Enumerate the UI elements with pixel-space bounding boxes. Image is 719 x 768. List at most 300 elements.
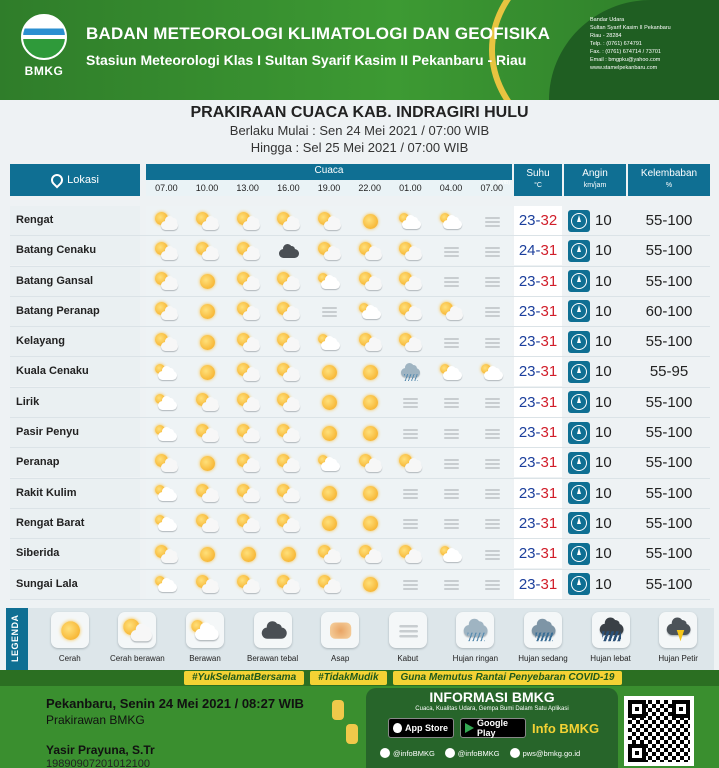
legend-icon-box [118,612,156,648]
google-play-button[interactable] [460,718,526,738]
fog-line [403,523,418,525]
covid-slogan: Guna Memutus Rantai Penyebaran COVID-19 [393,671,623,685]
kabut-icon [438,332,464,352]
humidity: 55-100 [645,514,693,532]
sun-shape [363,214,378,229]
cerah-berawan-icon [153,211,179,231]
cerah-berawan-icon [235,423,261,443]
kabut-icon [397,513,423,533]
temp-min: 24 [518,242,536,260]
cloud-shape [243,493,260,502]
location-name: Kelayang [10,327,140,356]
contact-email: Email : bmgpku@yahoo.com [590,57,661,63]
weather-cell [309,236,350,265]
lightning-bolt [677,630,685,641]
place-date: Pekanbaru, Senin 24 Mei 2021 / 08:27 WIB [46,696,304,711]
temperature [514,388,562,417]
weather-cell [309,267,350,296]
weather-cell [187,297,228,326]
fog-line [403,497,418,499]
cerah-berawan-icon [275,332,301,352]
fog-line [444,429,459,431]
kabut-icon [397,483,423,503]
cloud-shape [161,463,178,472]
weather-cell [471,236,512,265]
compass-icon [568,482,590,504]
cloud-shape [365,463,382,472]
cerah-berawan-icon [275,362,301,382]
twitter-link[interactable] [380,748,435,758]
cloud-shape [202,433,219,442]
cerah-berawan-icon [275,483,301,503]
fog-line [485,311,500,313]
weather-cell [268,570,309,599]
wind-speed: 10 [595,363,612,381]
fog-line [444,527,459,529]
table-row [10,236,710,266]
wind-speed: 10 [595,514,612,532]
temp-min: 23 [518,333,536,351]
fog-line [485,558,500,560]
berawan-icon [438,362,464,382]
cerah-berawan-icon [357,271,383,291]
apple-icon [393,723,402,733]
compass-icon [568,452,590,474]
temp-separator: - [535,514,541,532]
location-name: Rengat [10,206,140,235]
fog-line [444,281,459,283]
fog-line [485,459,500,461]
table-row [10,539,710,569]
humidity: 55-100 [645,545,693,563]
fog-line [444,463,459,465]
cloud-shape [484,371,503,380]
compass-ring [571,364,587,380]
temp-separator: - [535,302,541,320]
legend-icon-box [592,612,630,648]
temperature [514,297,562,326]
cloud-shape [324,584,341,593]
weather-cell [227,267,268,296]
humidity: 55-100 [645,575,693,593]
cloud-shape [195,629,219,640]
twitter-handle: @infoBMKG [393,748,435,758]
weather-cell [309,418,350,447]
cloud-shape [283,433,300,442]
cerah-berawan-icon [153,271,179,291]
sun-shape [322,395,337,410]
weather-icons [146,327,512,356]
cerah-icon [357,211,383,231]
cerah-icon [54,618,87,643]
qr-finder [628,700,646,718]
cloud-shape [443,371,462,380]
hujan-sedang-icon [527,618,560,643]
fog-line [485,225,500,227]
temp-min: 23 [518,212,536,229]
info-bmkg-panel [366,688,618,768]
temp-separator: - [535,575,541,593]
compass-ring [571,243,587,259]
time-slots [146,180,512,196]
legend-item [644,612,712,663]
weather-cell [146,509,187,538]
time-slot: 01.00 [399,183,422,193]
weather-cell [268,509,309,538]
cerah-berawan-icon [357,453,383,473]
weather-cell [390,357,431,386]
fog-line [485,493,500,495]
kabut-icon [479,453,505,473]
wind [564,236,626,265]
weather-cell [187,418,228,447]
cerah-berawan-icon [397,332,423,352]
fog-line [403,489,418,491]
legend-label: Asap [331,654,350,663]
social-links [366,748,618,758]
lantern-decoration [330,690,360,760]
weather-cell [431,297,472,326]
legend-icon-box [456,612,494,648]
temp-min: 23 [518,272,536,290]
fog-line [444,588,459,590]
cerah-icon [275,544,301,564]
cloud-shape [158,492,177,501]
cloud-shape [283,221,300,230]
cloud-shape [202,251,219,260]
fog-line [485,433,500,435]
cloud-shape [279,249,299,258]
weather-cell [390,570,431,599]
weather-icons [146,539,512,568]
weather-cell [390,509,431,538]
weather-cell [187,388,228,417]
fog-line [485,406,500,408]
fog-line [444,580,459,582]
cerah-berawan-icon [194,423,220,443]
fog-line [444,277,459,279]
weather-cell [268,539,309,568]
fog-line [485,398,500,400]
weather-cell [471,297,512,326]
weather-cell [146,418,187,447]
legend-item [171,612,239,663]
sun-shape [200,456,215,471]
weather-cell [146,570,187,599]
berawan-icon [189,618,222,643]
store-badges [366,718,618,738]
legend-label: Cerah [58,654,81,663]
time-slot: 22.00 [358,183,381,193]
fog-line [485,346,500,348]
app-store-label: App Store [405,723,449,733]
weather-cell [309,570,350,599]
weather-cell [390,388,431,417]
humidity: 55-100 [645,212,693,229]
cerah-berawan-icon [235,241,261,261]
temp-max: 31 [540,454,558,472]
legend-item [442,612,510,663]
legend-item [577,612,645,663]
weather-cell [349,418,390,447]
temp-min: 23 [518,484,536,502]
cerah-berawan-icon [316,211,342,231]
header-kelembaban-label: Kelembaban [640,168,698,179]
weather-cell [390,418,431,447]
weather-cell [431,479,472,508]
contact-line: Sultan Syarif Kasim II Pekanbaru [590,25,671,31]
table-row [10,357,710,387]
kabut-icon [438,513,464,533]
location-pin-icon [49,172,66,189]
wind-speed: 10 [595,212,612,229]
qr-code[interactable] [624,696,694,766]
wind [564,448,626,477]
location-name: Sungai Lala [10,570,140,599]
table-row [10,479,710,509]
weather-icons [146,357,512,386]
cloud-shape [362,310,381,319]
cloud-shape [321,462,340,471]
cerah-berawan-icon [235,513,261,533]
berawan-icon [153,483,179,503]
weather-cell [268,297,309,326]
sun-shape [322,516,337,531]
fog-line [444,519,459,521]
cloud-shape [365,251,382,260]
wind-speed: 10 [595,424,612,442]
cerah-berawan-icon [357,241,383,261]
footer [0,670,719,768]
kabut-icon [438,574,464,594]
rain-drops [535,633,553,642]
compass-ring [571,213,587,229]
cerah-icon [194,301,220,321]
weather-cell [471,267,512,296]
weather-cell [431,206,472,235]
fog-line [444,285,459,287]
weather-cell [349,267,390,296]
kabut-icon [397,392,423,412]
cloud-shape [161,311,178,320]
weather-cell [187,448,228,477]
legend-label: Cerah berawan [110,654,165,663]
kabut-icon [438,483,464,503]
cloud-shape [131,630,152,641]
weather-cell [227,509,268,538]
weather-cell [390,236,431,265]
cloud-shape [243,251,260,260]
fog-line [322,311,337,313]
weather-cell [471,418,512,447]
cerah-berawan-icon [235,574,261,594]
wind [564,509,626,538]
fog-line [485,402,500,404]
table-row [10,448,710,478]
location-name: Batang Cenaku [10,236,140,265]
weather-cell [268,418,309,447]
table-row [10,297,710,327]
rain-drops [468,633,486,642]
instagram-link[interactable] [445,748,500,758]
cloud-shape [243,221,260,230]
fog-line [485,315,500,317]
fog-line [399,630,418,633]
forecaster-name: Yasir Prayuna, S.Tr [46,743,155,757]
qr-finder [628,744,646,762]
weather-cell [431,418,472,447]
forecast-titles [0,104,719,156]
wind [564,539,626,568]
header-cuaca [146,164,512,196]
weather-cell [349,236,390,265]
fog-line [485,429,500,431]
google-play-icon [465,723,474,733]
sun-shape [61,621,80,640]
fog-line [444,459,459,461]
temperature [514,418,562,447]
fog-line [444,251,459,253]
fog-line [403,519,418,521]
header-kelembaban-unit: % [665,182,673,189]
legend-item [104,612,172,663]
weather-cell [146,479,187,508]
fog-line [485,588,500,590]
qr-finder [672,700,690,718]
cloud-shape [283,493,300,502]
fog-line [485,221,500,223]
legend-tag-label: LEGENDA [10,614,20,662]
cerah-berawan-icon [194,483,220,503]
temperature [514,570,562,599]
cloud-shape [405,463,422,472]
hujan-ringan-icon [397,362,423,382]
cerah-berawan-icon [275,513,301,533]
lantern-icon [332,700,344,720]
weather-cell [268,206,309,235]
cloud-shape [243,372,260,381]
bmkg-globe-icon [21,14,67,60]
berawan-icon [153,574,179,594]
cloud-shape [202,493,219,502]
legend-label: Hujan ringan [452,654,499,663]
sun-shape [363,516,378,531]
cloud-shape [283,342,300,351]
weather-icons [146,388,512,417]
fog-line [485,463,500,465]
cerah-berawan-icon [153,332,179,352]
info-title: INFORMASI BMKG [429,689,555,705]
valid-from: Berlaku Mulai : Sen 24 Mei 2021 / 07:00 WIB [229,123,490,138]
contact-web: www.stamelpekanbaru.com [590,65,658,71]
forecast-title: PRAKIRAAN CUACA KAB. INDRAGIRI HULU [190,104,529,121]
legend-label: Berawan tebal [247,654,299,663]
compass-ring [571,515,587,531]
weather-cell [227,570,268,599]
compass-ring [571,546,587,562]
rain-drops [602,631,621,641]
sun-shape [363,486,378,501]
cloud-shape [158,371,177,380]
weather-cell [349,509,390,538]
fog-line [485,527,500,529]
compass-icon [568,300,590,322]
table-row [10,206,710,236]
header-kelembaban [628,164,710,196]
weather-icons [146,509,512,538]
berawan-tebal-icon [275,241,301,261]
weather-cell [146,539,187,568]
berawan-tebal-icon [256,618,289,643]
cerah-berawan-icon [235,301,261,321]
compass-icon [568,512,590,534]
temperature [514,206,562,235]
cerah-berawan-icon [153,544,179,564]
kabut-icon [479,241,505,261]
time-suffix: (WIB) [497,180,510,186]
fog-line [444,342,459,344]
app-store-button[interactable] [388,718,454,738]
weather-cell [471,327,512,356]
fog-line [444,433,459,435]
weather-cell [227,479,268,508]
compass-icon [568,391,590,413]
cloud-shape [324,221,341,230]
cloud-shape [243,463,260,472]
hashtag-2: #TidakMudik [310,671,386,685]
cerah-berawan-icon [153,453,179,473]
wind-speed: 10 [595,242,612,260]
kabut-icon [479,513,505,533]
cloud-shape [324,554,341,563]
fog-line [485,247,500,249]
temp-min: 23 [518,424,536,442]
contact-block [590,16,715,72]
wind [564,479,626,508]
location-name: Peranap [10,448,140,477]
legend-label: Hujan Petir [658,654,698,663]
weather-cell [471,509,512,538]
weather-cell [187,509,228,538]
cerah-icon [235,544,261,564]
cerah-icon [357,483,383,503]
fog-line [403,398,418,400]
legend-label: Hujan sedang [518,654,568,663]
hashtag-1: #YukSelamatBersama [184,671,304,685]
wind-speed: 10 [595,484,612,502]
weather-cell [309,479,350,508]
header-lokasi [10,164,140,196]
weather-cell [227,206,268,235]
table-row [10,327,710,357]
temp-max: 31 [540,484,558,502]
sun-shape [200,365,215,380]
weather-cell [431,448,472,477]
temp-separator: - [535,545,541,563]
cerah-icon [357,513,383,533]
email-link[interactable] [510,748,581,758]
instagram-handle: @infoBMKG [457,748,500,758]
legend-item [374,612,442,663]
legend-icon-box [389,612,427,648]
cloud-shape [243,584,260,593]
temp-max: 31 [540,242,558,260]
temp-separator: - [535,212,541,229]
weather-icons [146,418,512,447]
temperature [514,509,562,538]
time-slot: 16.00 [277,183,300,193]
cloud-shape [283,523,300,532]
